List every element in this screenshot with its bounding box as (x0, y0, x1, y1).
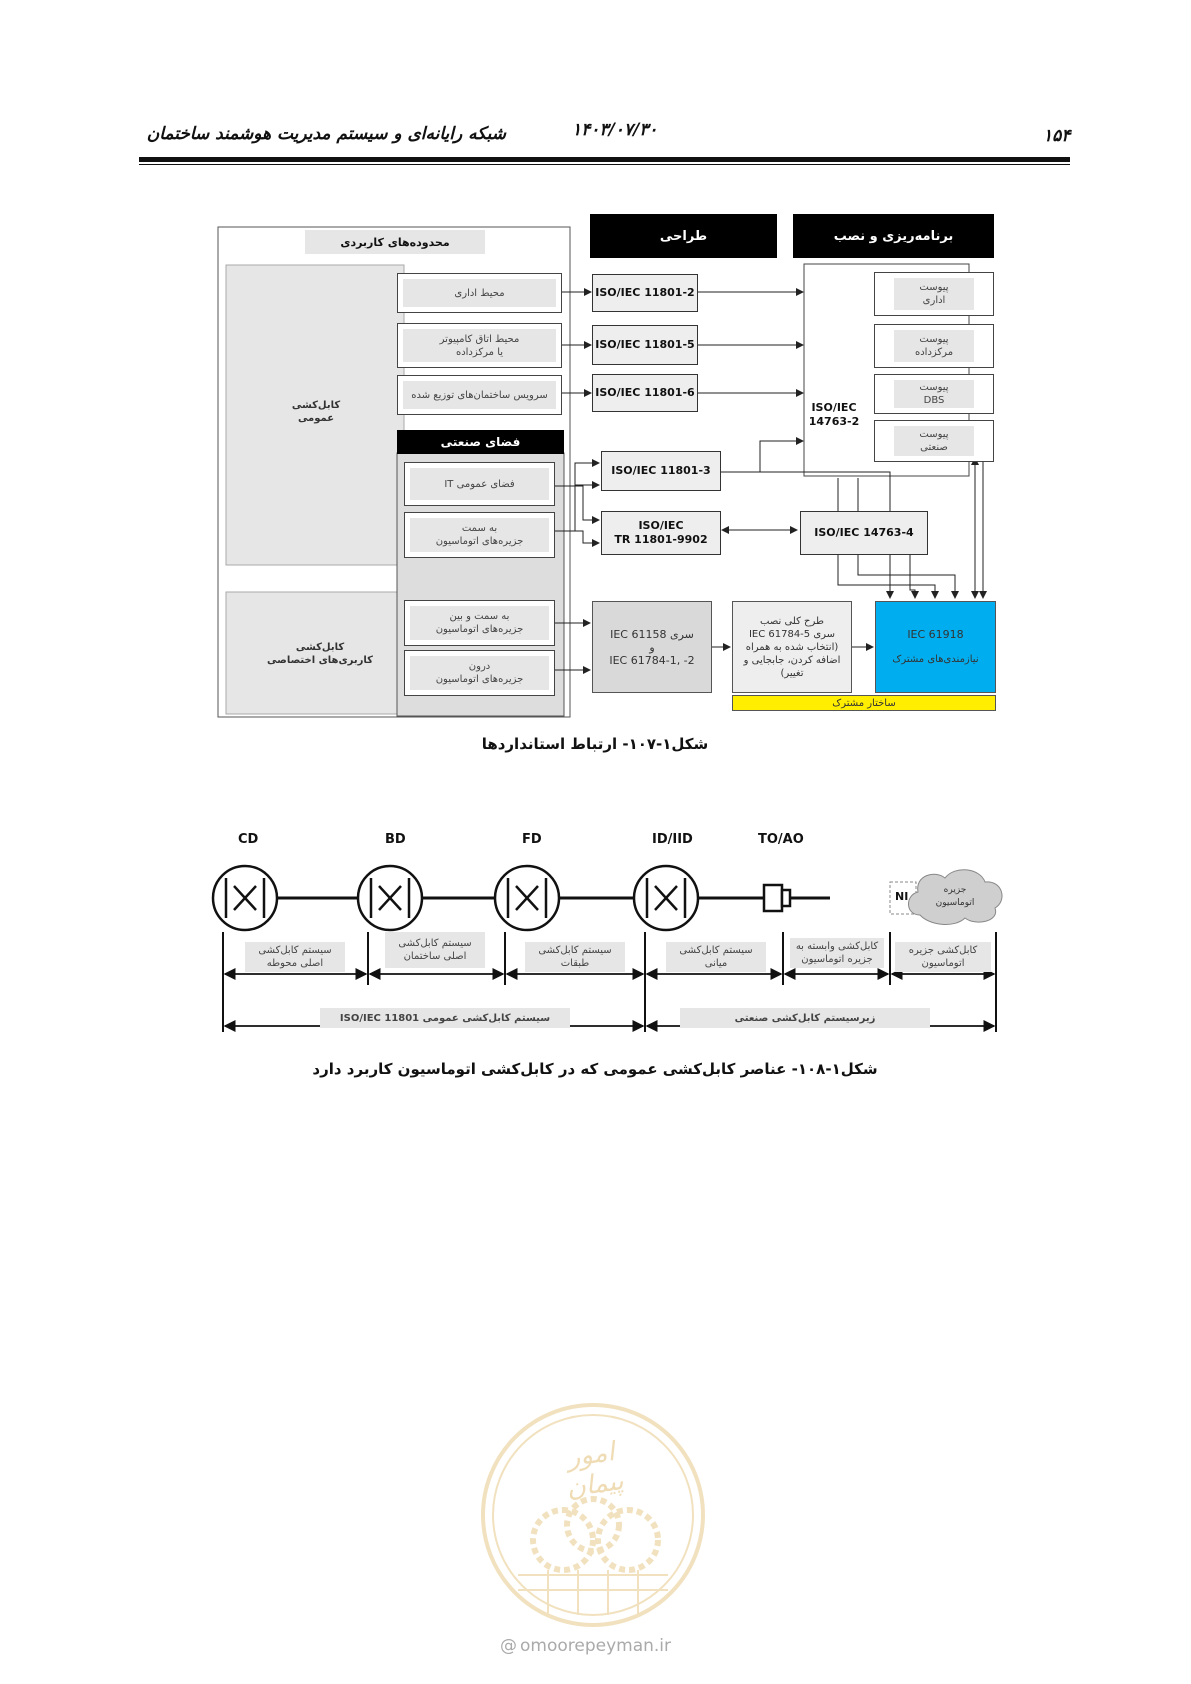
figure-cabling-elements (0, 820, 1191, 1100)
env-office: محیط اداری (397, 273, 562, 313)
common-structure-bar: ساختار مشترک (732, 695, 996, 711)
env-it-space: فضای عمومی IT (404, 462, 555, 506)
segment-intermediate: سیستم کابل‌کشی میانی (666, 942, 766, 972)
general-cabling-label: کابل‌کشی عمومی (291, 400, 341, 424)
watermark-site (500, 1636, 671, 1656)
segment-campus-backbone: سیستم کابل‌کشی اصلی محوطه (245, 942, 345, 972)
std-14763-2: ISO/IEC 14763-2 (808, 401, 860, 428)
node-label-to: TO/AO (758, 832, 804, 847)
std-11801-3: ISO/IEC 11801-3 (601, 451, 721, 491)
watermark-site-text: omoorepeyman.ir (520, 1636, 672, 1656)
installation-plan-box: طرح کلی نصب سری IEC 61784-5 (انتخاب شده به همراه اضافه کردن، جابجایی و تغییر) (732, 601, 852, 693)
at-icon: @ (500, 1636, 517, 1656)
watermark-logo-text: امور پیمان (564, 1437, 626, 1504)
env-computer-room: محیط اتاق کامپیوتر یا مرکزداده (397, 323, 562, 368)
node-label-cd: CD (238, 832, 259, 847)
common-requirements-label: نیازمندی‌های مشترک (892, 654, 979, 665)
annex-dbs: پیوست DBS (874, 374, 994, 414)
std-tr-11801-9902: ISO/IEC TR 11801-9902 (601, 511, 721, 555)
distributor-id-icon (634, 866, 698, 930)
col-install-header: برنامه‌ریزی و نصب (793, 214, 994, 258)
segment-floor-cabling: سیستم کابل‌کشی طبقات (525, 942, 625, 972)
env-between-islands: به سمت و بین جزیره‌های اتوماسیون (404, 600, 555, 646)
iec-61918-label: IEC 61918 (907, 628, 964, 641)
general-cabling-system-label: سیستم کابل‌کشی عمومی ISO/IEC 11801 (320, 1008, 570, 1028)
distributor-bd-icon (358, 866, 422, 930)
node-label-id: ID/IID (652, 832, 693, 847)
segment-island-cabling: کابل‌کشی جزیره اتوماسیون (895, 942, 991, 972)
env-distributed-services: سرویس ساختمان‌های توزیع شده (397, 375, 562, 415)
std-11801-5: ISO/IEC 11801-5 (592, 325, 698, 365)
segment-building-backbone: سیستم کابل‌کشی اصلی ساختمان (385, 932, 485, 968)
ni-label: NI (895, 890, 909, 903)
figure-standards-relation (0, 0, 1191, 760)
annex-office: پیوست اداری (874, 272, 994, 316)
dedicated-cabling-label: کابل‌کشی کاربری‌های اختصاصی (267, 642, 373, 666)
distributor-cd-icon (213, 866, 277, 930)
automation-island-label: جزیره اتوماسیون (935, 885, 975, 908)
page-number: ۱۵۴ (1043, 126, 1071, 146)
industrial-space-header: فضای صنعتی (397, 430, 564, 454)
std-11801-6: ISO/IEC 11801-6 (592, 374, 698, 412)
figure2-diagram (0, 820, 1191, 1050)
annex-datacenter: پیوست مرکزداده (874, 324, 994, 368)
iec-61918-box (875, 601, 996, 693)
std-14763-4: ISO/IEC 14763-4 (800, 511, 928, 555)
industrial-subsystem-label: زیرسیستم کابل‌کشی صنعتی (680, 1008, 930, 1028)
figure1-caption: شکل۱-۱۰۷- ارتباط استانداردها (481, 735, 709, 753)
header-title: شبکه رایانه‌ای و سیستم مدیریت هوشمند ساختمان (146, 124, 506, 144)
col-application-areas: محدوده‌های کاربردی (305, 230, 485, 254)
iec-61158-box: سری IEC 61158 و IEC 61784-1, -2 (592, 601, 712, 693)
env-within-islands: درون جزیره‌های اتوماسیون (404, 650, 555, 696)
annex-industrial: پیوست صنعتی (874, 420, 994, 462)
std-11801-2: ISO/IEC 11801-2 (592, 274, 698, 312)
distributor-fd-icon (495, 866, 559, 930)
col-design-header: طراحی (590, 214, 777, 258)
segment-island-related: کابل‌کشی وابسته به جزیره اتوماسیون (790, 938, 884, 968)
watermark-seal-icon (478, 1400, 708, 1630)
env-towards-islands: به سمت جزیره‌های اتوماسیون (404, 512, 555, 558)
outlet-to-icon (764, 885, 790, 911)
node-label-fd: FD (522, 832, 542, 847)
watermark-logo (478, 1400, 708, 1630)
figure2-caption: شکل۱-۱۰۸- عناصر کابل‌کشی عمومی که در کابل‌کشی اتوماسیون کاربرد دارد (312, 1060, 878, 1078)
header-date: ۱۴۰۳/۰۷/۳۰ (572, 120, 658, 140)
node-label-bd: BD (385, 832, 406, 847)
